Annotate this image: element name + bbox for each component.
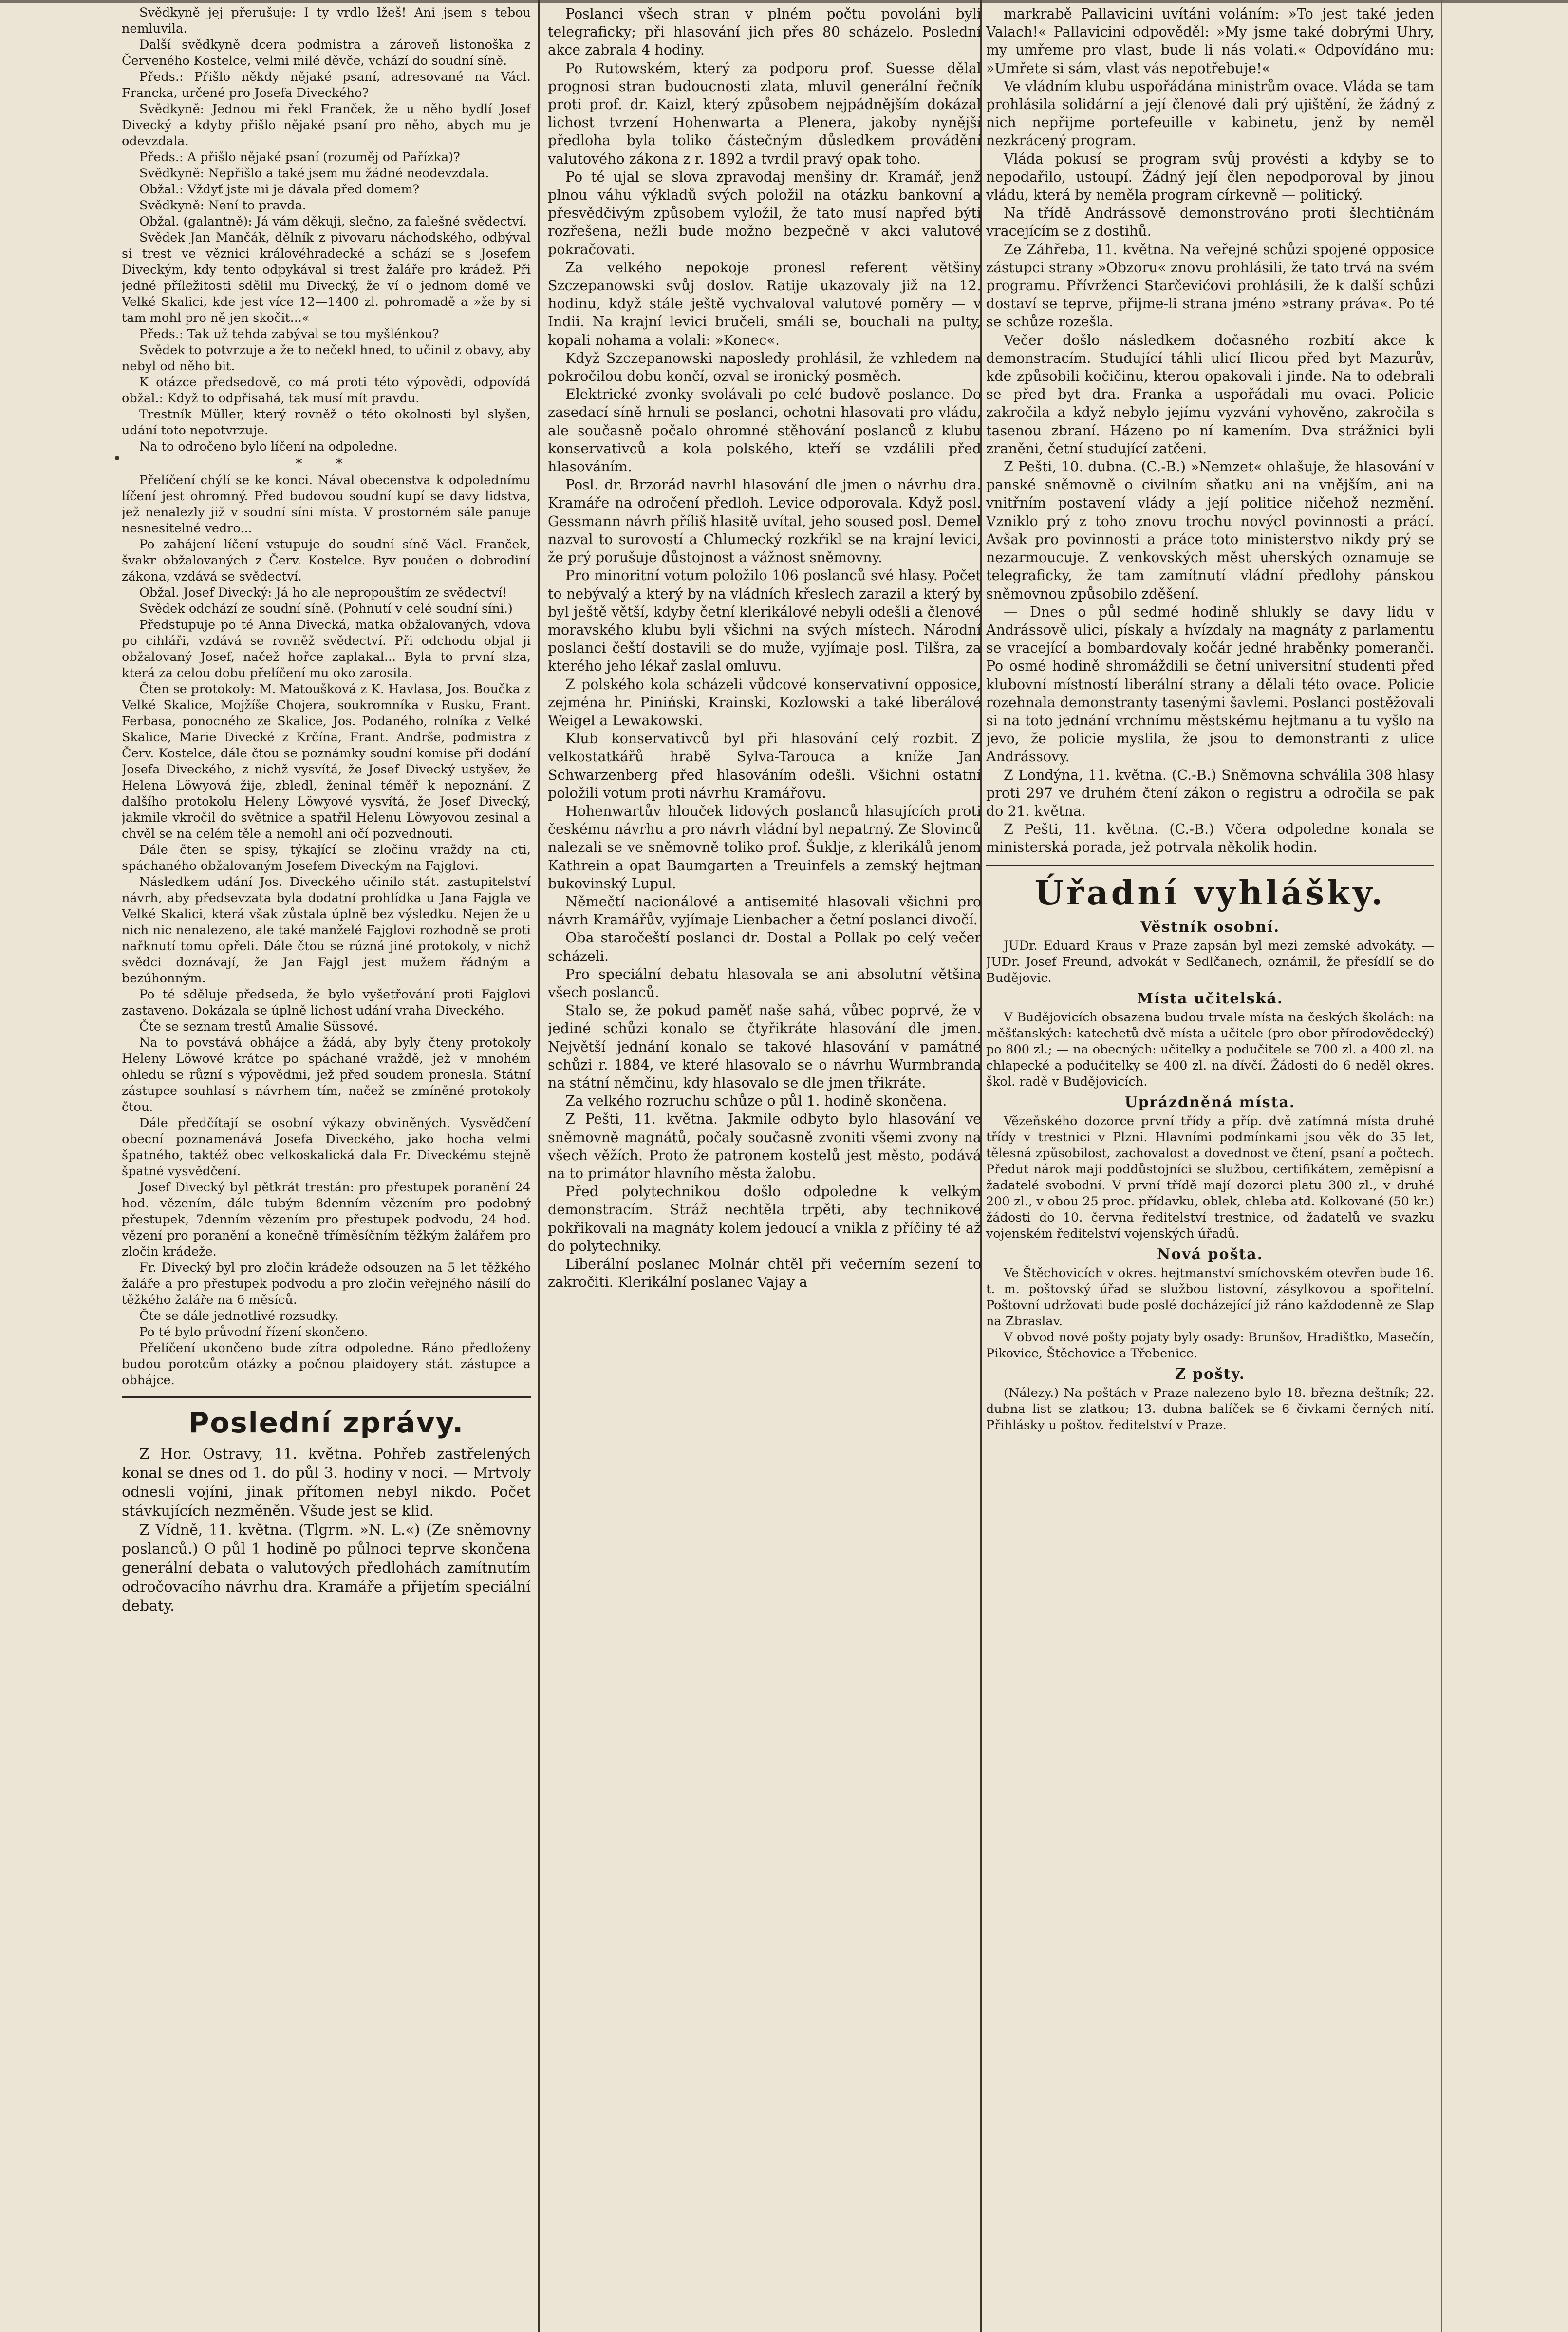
paragraph: Obžal. (galantně): Já vám děkuji, slečno, za falešné svědectví. [139, 214, 527, 229]
margin-dot [115, 456, 119, 460]
paragraph: markrabě Pallavicini uvítáni voláním: »To jest také jeden Valach!« Pallavicini odpověděl: »My jsme také dobrými Uhry, my umřeme pro vlast, bude li nás volati.« Odpovídáno mu: »Umřete si sám, vlast vás nepotřebuje!« [986, 6, 1434, 76]
official-block-4 [986, 1265, 1434, 1362]
paragraph: Za velkého rozruchu schůze o půl 1. hodině skončena. [565, 1093, 947, 1110]
official-block-2 [986, 1010, 1434, 1090]
paragraph: Klub konservativců byl při hlasování celý rozbit. Z velkostatkářů hrabě Sylva-Tarouca a kníže Jan Schwarzenberg před hlasováním odešli. Všichni ostatní položili votum proti návrhu Kramářovu. [548, 731, 981, 801]
section-divider-official [986, 865, 1434, 866]
official-block-3 [986, 1113, 1434, 1242]
paragraph: Obžal.: Vždyť jste mi je dávala před domem? [139, 182, 420, 197]
paragraph: V Budějovicích obsazena budou trvale místa na českých školách: na měšťanských: katechetů dvě místa a učitele (pro obor přírodovědecký) po 800 zl.; — na obecných: učitelky a podučitele se 700 zl. a 400 zl. na chlapecké a podučitelky se 400 zl. na dívčí. Žádosti do 6 neděl okres. škol. radě v Budějovicích. [986, 1010, 1434, 1089]
paragraph: Svědek Jan Mančák, dělník z pivovaru náchodského, odbýval si trest ve věznici královéhradecké a schází se s Josefem Diveckým, kdy tento odpykával si trest žaláře pro krádež. Při jedné příležitosti sdělil mu Divecký, že ví o jednom domě ve Velké Skalici, kde jest více 12—1400 zl. pohromadě a »že by si tam mohl pro ně jen skočit...« [122, 230, 531, 325]
section-title-latest-news: Poslední zprávy. [188, 1406, 465, 1439]
paragraph: Pro minoritní votum položilo 106 poslanců své hlasy. Počet to nebývalý a který by na vládních křeslech zarazil a který by byl ještě větší, kdyby četní klerikálové nebyli odešli a členové moravského klubu byli všichni na svých místech. Národní poslanci čeští dostavili se do muže, vyjímaje posl. Tilšra, za kterého jeho lékař zaslal omluvu. [548, 567, 981, 675]
paragraph: Z Hor. Ostravy, 11. května. Pohřeb zastřelených konal se dnes od 1. do půl 3. hodiny v noci. — Mrtvoly odnesli vojíni, jinak přítomen nebyl nikdo. Počet stávkujících nezměněn. Všude jest se klid. [122, 1446, 531, 1520]
paragraph: Z Londýna, 11. května. (C.-B.) Sněmovna schválila 308 hlasy proti 297 ve druhém čtení zákon o registru a odročila se pak do 21. května. [986, 767, 1434, 819]
official-block-5 [986, 1385, 1434, 1433]
paragraph: Večer došlo následkem dočasného rozbití akce k demonstracím. Studující táhli ulicí Ilicou před byt Mazurův, kde způsobili kočičinu, kterou opakovali i jinde. Na to odebrali se před byt dra. Franka a uspořádali mu ovaci. Policie zakročila a když nebylo jejímu vyzvání vyhověno, zakročila s tasenou zbraní. Házeno po ní kamením. Dva strážnici byli zraněni, četní studující zatčeni. [986, 332, 1434, 457]
paragraph: Další svědkyně dcera podmistra a zároveň listonoška z Červeného Kostelce, velmi milé děvče, vchází do soudní síně. [122, 38, 531, 68]
column-3 [986, 5, 1434, 2322]
paragraph: Svědkyně: Jednou mi řekl Franček, že u něho bydlí Josef Divecký a kdyby přišlo nějaké psaní pro něho, abych mu je odevzdala. [122, 102, 531, 149]
paragraph: Na třídě Andrássově demonstrováno proti šlechtičnám vracejícím se z dostihů. [986, 205, 1434, 240]
paragraph: Ze Záhřeba, 11. května. Na veřejné schůzi spojené opposice zástupci strany »Obzoru« znovu prohlásili, že tato trvá na svém programu. Přívrženci Starčevićovi prohlásili, že k další schůzi dostaví se teprve, přijme-li strana jméno »strany práva«. Po té se schůze rozešla. [986, 241, 1434, 330]
paragraph: Vězeňského dozorce první třídy a příp. dvě zatímná místa druhé třídy v trestnici v Plzni. Hlavními podmínkami jsou věk do 35 let, tělesná způsobilost, zachovalost a dovednost ve čtení, psaní a počtech. Předut nárok mají poddůstojníci se službou, certifikátem, zeměpisní a žadatelé svobodní. V první třídě mají dozorci platu 300 zl., v druhé 200 zl., v obou 25 proc. přídavku, oblek, chleba atd. Kolkované (50 kr.) žádosti do 10. června ředitelství trestnice, od žadatelů ve svazku vojenském ředitelství vojenských úřadů. [986, 1113, 1434, 1241]
foreign-news [986, 5, 1434, 857]
paragraph: Po té bylo průvodní řízení skončeno. [139, 1325, 368, 1339]
paragraph: Svědkyně: Nepřišlo a také jsem mu žádné neodevzdala. [139, 166, 489, 181]
paragraph: Vláda pokusí se program svůj provésti a kdyby se to nepodařilo, ustoupí. Žádný její člen nepodporoval by jinou vládu, která by neměla program církevně — politický. [986, 150, 1434, 204]
paragraph: Němečtí nacionálové a antisemité hlasovali všichni pro návrh Kramářův, vyjímaje Lienbacher a četní poslanci divočí. [548, 893, 981, 928]
paragraph: K otázce předsedově, co má proti této výpovědi, odpovídá obžal.: Když to odpřisahá, tak musí mít pravdu. [122, 375, 531, 406]
subhead-personal-bulletin: Věstník osobní. [1140, 918, 1280, 936]
section-title-official-notices: Úřadní vyhlášky. [1034, 873, 1386, 913]
paragraph: Dále předčítají se osobní výkazy obviněných. Vysvědčení obecní poznamenává Josefa Diveckého, jako hocha velmi špatného, taktéž obec velkoskalická dala Fr. Diveckému stejně špatné vysvědčení. [122, 1116, 531, 1179]
paragraph: Před polytechnikou došlo odpoledne k velkým demonstracím. Stráž nechtěla trpěti, aby technikové pokřikovali na magnáty kolem jedoucí a vnikla z příčiny té až do polytechniky. [548, 1184, 981, 1254]
paragraph: Obžal. Josef Divecký: Já ho ale nepropouštím ze svědectví! [139, 585, 507, 600]
paragraph: Josef Divecký byl pětkrát trestán: pro přestupek poranění 24 hod. vězením, dále tubým 8denním vězením pro podobný přestupek, 7denním vězením pro přestupek podvodu, 24 hod. vězení pro poranění a konečně tříměsíčním těžkým žalářem pro zločin krádeže. [122, 1180, 531, 1259]
column-1 [122, 5, 531, 2322]
paragraph: (Nálezy.) Na poštách v Praze nalezeno bylo 18. března deštník; 22. dubna list se zlatkou; 13. dubna balíček se 6 čivkami černých nití. Přihlásky u poštov. ředitelství v Praze. [986, 1385, 1434, 1432]
paragraph: — Dnes o půl sedmé hodině shlukly se davy lidu v Andrássově ulici, pískaly a hvízdaly na magnáty z parlamentu se vracející a bombardovaly kočár jedné hraběnky pomeranči. Po osmé hodině shromáždili se četní universitní studenti před klubovní místností liberální strany a dělali této ovace. Policie rozehnala demonstranty tasenými šavlemi. Poslanci postěžovali si na toto jednání vrchnímu městskému hejtmanu a tu vyšlo na jevo, že policie myslila, že jsou to demonstranti z ulice Andrássovy. [986, 603, 1434, 765]
court-report-part1 [122, 5, 531, 455]
paragraph: Předs.: A přišlo nějaké psaní (rozuměj od Pařízka)? [139, 150, 460, 165]
paragraph: Dále čten se spisy, týkající se zločinu vraždy na cti, spáchaného obžalovaným Josefem Diveckým na Fajglovi. [122, 843, 531, 873]
subhead-from-post: Z pošty. [1175, 1365, 1246, 1383]
paragraph: Po té sděluje předseda, že bylo vyšetřování proti Fajglovi zastaveno. Dokázala se úplně lichost udání vraha Diveckého. [122, 987, 531, 1018]
paragraph: Fr. Divecký byl pro zločin krádeže odsouzen na 5 let těžkého žaláře a pro přestupek podvodu a pro zločin veřejného násilí do těžkého žaláře na 6 měsíců. [122, 1260, 531, 1307]
paragraph: Z Pešti, 11. května. Jakmile odbyto bylo hlasování ve sněmovně magnátů, počaly současně zvoniti všemi zvony na všech věžích. Proto že patronem kostelů jest město, podává na to primátor hlavního města žalobu. [548, 1111, 981, 1182]
paragraph: Čten se protokoly: M. Matoušková z K. Havlasa, Jos. Boučka z Velké Skalice, Mojžíše Chojera, soukromníka v Rusku, Frant. Ferbasa, ponocného ze Skalice, Jos. Podaného, rolníka z Velké Skalice, Marie Divecké z Krčína, Frant. Andrše, podmistra z Červ. Kostelce, dále čtou se poznámky soudní komise při dodání Josefa Diveckého, z nichž vysvítá, že Josef Divecký ustyšev, že Helena Löwyová žije, zbledl, ženinal téměř k nepoznání. Z dalšího protokolu Heleny Löwyové vysvítá, že Josef Divecký, jakmile vkročil do světnice a spatřil Helenu Löwyovou zesinal a chvěl se na celém těle a nemohl ani očí pozvednouti. [122, 682, 531, 841]
paragraph: Oba staročeští poslanci dr. Dostal a Pollak po celý večer scházeli. [548, 930, 981, 964]
section-divider [122, 1396, 531, 1398]
column-2 [548, 5, 981, 2322]
paragraph: Předs.: Přišlo někdy nějaké psaní, adresované na Václ. Francka, určené pro Josefa Diveckého? [122, 70, 531, 100]
paragraph: Svědkyně: Není to pravda. [139, 198, 306, 213]
subhead-new-post-office: Nová pošta. [1157, 1245, 1264, 1263]
paragraph: Z polského kola scházeli vůdcové konservativní opposice, zejména hr. Piniński, Krainski, Kozlowski a také liberálové Weigel a Lewakowski. [548, 676, 981, 729]
paragraph: Z Pešti, 11. května. (C.-B.) Včera odpoledne konala se ministerská porada, jež potrvala několik hodin. [986, 821, 1434, 856]
paragraph: Stalo se, že pokud paměť naše sahá, vůbec poprvé, že v jediné schůzi konalo se čtyřikráte hlasování dle jmen. Největší jednání konalo se takové hlasování v památné schůzi r. 1884, ve které hlasovalo se o návrhu Wurmbranda na státní němčinu, kdy hlasovalo se dle jmen třikráte. [548, 1002, 981, 1091]
paragraph: Elektrické zvonky svolávali po celé budově poslance. Do zasedací síně hrnuli se poslanci, ochotni hlasovati pro vládu, ale současně počalo ohromné stěhování poslanců z klubu konservativců a kola polského, kteří se vzdálili před hlasováním. [548, 386, 981, 475]
paragraph: Poslanci všech stran v plném počtu povoláni byli telegraficky; při hlasování jich přes 80 scházelo. Poslední akce zabrala 4 hodiny. [548, 6, 981, 58]
official-block-1 [986, 938, 1434, 986]
paragraph: Po zahájení líčení vstupuje do soudní síně Václ. Franček, švakr obžalovaných z Červ. Kostelce. Byv poučen o dobrodiní zákona, vzdává se svědectví. [122, 537, 531, 584]
paragraph: Za velkého nepokoje pronesl referent většiny Szczepanowski svůj doslov. Ratije ukazovaly již na 12. hodinu, když stále ještě vychvaloval valutové poměry — v Indii. Na krajní levici bručeli, smáli se, bouchali na pulty, kopali nohama a volali: »Konec«. [548, 259, 981, 348]
paragraph: Svědkyně jej přerušuje: I ty vrdlo lžeš! Ani jsem s tebou nemluvila. [122, 5, 531, 36]
paragraph: Posl. dr. Brzorád navrhl hlasování dle jmen o návrhu dra. Kramáře na odročení předloh. Levice odporovala. Když posl. Gessmann návrh příliš hlasitě uvítal, jeho soused posl. Demel nazval to surovostí a Chlumecký rozkřikl se na krajní levici, že prý porušuje důstojnost a vážnost sněmovny. [548, 477, 981, 566]
paragraph: Čte se dále jednotlivé rozsudky. [139, 1309, 338, 1323]
paragraph: Přelíčení chýlí se ke konci. Nával obecenstva k odpolednímu líčení jest ohromný. Před budovou soudní kupí se davy lidstva, jež nenalezly již v soudní síni místa. V prostorném sále panuje nesnesitelné vedro... [122, 473, 531, 536]
paragraph: Trestník Müller, který rovněž o této okolnosti byl slyšen, udání toto nepotvrzuje. [122, 407, 531, 438]
paragraph: Ve vládním klubu uspořádána ministrům ovace. Vláda se tam prohlásila solidární a její členové dali prý ujištění, že žádný z nich nepřijme portefeuille v kabinetu, jenž by neměl nezkrácený program. [986, 78, 1434, 149]
paragraph: Čte se seznam trestů Amalie Süssové. [139, 1019, 378, 1034]
paragraph: Přelíčení ukončeno bude zítra odpoledne. Ráno předloženy budou porotcům otázky a počnou plaidoyery stát. zástupce a obhájce. [122, 1341, 531, 1388]
page-edge-rule [1441, 0, 1442, 2332]
paragraph: Svědek odchází ze soudní síně. (Pohnutí v celé soudní síni.) [139, 602, 513, 616]
subhead-vacant-posts: Uprázdněná místa. [1124, 1093, 1296, 1111]
paragraph: Následkem udání Jos. Diveckého učinilo stát. zastupitelství návrh, aby předsevzata byla dodatní prohlídka u Jana Fajgla ve Velké Skalici, která však zůstala úplně bez výsledku. Nejen že u nich nic nenalezeno, ale také manželé Fajglovi rozhodně se proti nařknutí tomu opřeli. Dále čtou se rúzná jiné protokoly, v nichž svědci doznávají, že Jan Fajgl jest mužem řádným a bezúhonným. [122, 875, 531, 986]
paragraph: Liberální poslanec Molnár chtěl při večerním sezení to zakročiti. Klerikální poslanec Vajay a [548, 1256, 981, 1291]
paragraph: Když Szczepanowski naposledy prohlásil, že vzhledem na pokročilou dobu končí, ozval se ironický posměch. [548, 350, 981, 385]
top-rule [0, 0, 1568, 3]
paragraph: Ve Štěchovicích v okres. hejtmanství smíchovském otevřen bude 16. t. m. poštovský úřad se službou listovní, zásylkovou a spořitelní. Poštovní udržovati bude poslé docházející již ráno každodenně ze Slap na Zbraslav. [986, 1265, 1434, 1329]
official-notices [986, 918, 1434, 1433]
paragraph: Hohenwartův hlouček lidových poslanců hlasujících proti českému návrhu a pro návrh vládní byl nepatrný. Ze Slovinců nalezali se ve sněmovně toliko prof. Šuklje, z klerikálů jenom Kathrein a opat Baumgarten a Treuinfels a zemský hejtman bukovinský Lupul. [548, 803, 981, 892]
paragraph: Po té ujal se slova zpravodaj menšiny dr. Kramář, jenž plnou váhu výkladů svých položil na otázku bankovní a přesvědčivým způsobem vyložil, že tato musí napřed býti rozřešena, nežli bude možno bezpečně v akci valutové pokračovati. [548, 169, 981, 258]
paragraph: Z Pešti, 10. dubna. (C.-B.) »Nemzet« ohlašuje, že hlasování v panské sněmovně o civilním sňatku ani na vnějším, ani na vnitřním postavení vlády a její politice ničehož nezmění. Vzniklo prý z toho znovu trochu novýcl povinnosti a prácí. Avšak pro povinnosti a práce toto ministerstvo nikdy prý se nezarmoucuje. Z venkovských měst uherských oznamuje se telegraficky, že tam zamítnutí vládní předlohy pánskou sněmovnou způsobilo zděšení. [986, 459, 1434, 602]
court-report-part2 [122, 472, 531, 1389]
paragraph: V obvod nové pošty pojaty byly osady: Brunšov, Hradištko, Masečín, Pikovice, Štěchovice a Třebenice. [986, 1330, 1434, 1361]
paragraph: Na to povstává obhájce a žádá, aby byly čteny protokoly Heleny Löwové krátce po spáchané vraždě, jež v mnohém ohledu se různí s výpovědmi, jež před soudem pronesla. Státní zástupce souhlasí s návrhem tím, načež se zmíněné protokoly čtou. [122, 1035, 531, 1114]
column-rule-1 [538, 0, 540, 2332]
paragraph: Pro speciální debatu hlasovala se ani absolutní většina všech poslanců. [548, 966, 981, 1000]
paragraph: Předs.: Tak už tehda zabýval se tou myšlénkou? [139, 327, 439, 341]
paragraph: Předstupuje po té Anna Divecká, matka obžalovaných, vdova po cihláři, vzdává se rovněž svědectví. Při odchodu objal ji obžalovaný Josef, načež hořce zaplakal... Byla to první slza, která za celou dobu přelíčení mu oko zarosila. [122, 618, 531, 680]
paragraph: Po Rutowském, který za podporu prof. Suesse dělal prognosi stran budoucnosti zlata, mluvil generální řečník proti prof. dr. Kaizl, který způsobem nejpádnějším dokázal lichost tvrzení Hohenwarta a Plenera, jakoby nynější předloha byla toliko částečným důsledkem provádění valutového zákona z r. 1892 a tvrdil pravý opak toho. [548, 60, 981, 167]
paragraph: JUDr. Eduard Kraus v Praze zapsán byl mezi zemské advokáty. — JUDr. Josef Freund, advokát v Sedlčanech, oznámil, že přesídlí se do Budějovic. [986, 938, 1434, 985]
latest-news-list [122, 1445, 531, 1616]
paragraph: Svědek to potvrzuje a že to nečekl hned, to učinil z obavy, aby nebyl od něho bit. [122, 343, 531, 374]
subhead-teaching-posts: Místa učitelská. [1137, 990, 1284, 1007]
parliament-report [548, 5, 981, 1291]
paragraph: Na to odročeno bylo líčení na odpoledne. [139, 439, 398, 454]
paragraph: Z Vídně, 11. května. (Tlgrm. »N. L.«) (Ze sněmovny poslanců.) O půl 1 hodině po půlnoci teprve skončena generální debata o valutových předlohách zamítnutím odročovacího návrhu dra. Kramáře a přijetím speciální debaty. [122, 1522, 531, 1615]
section-stars: * * [295, 455, 357, 471]
